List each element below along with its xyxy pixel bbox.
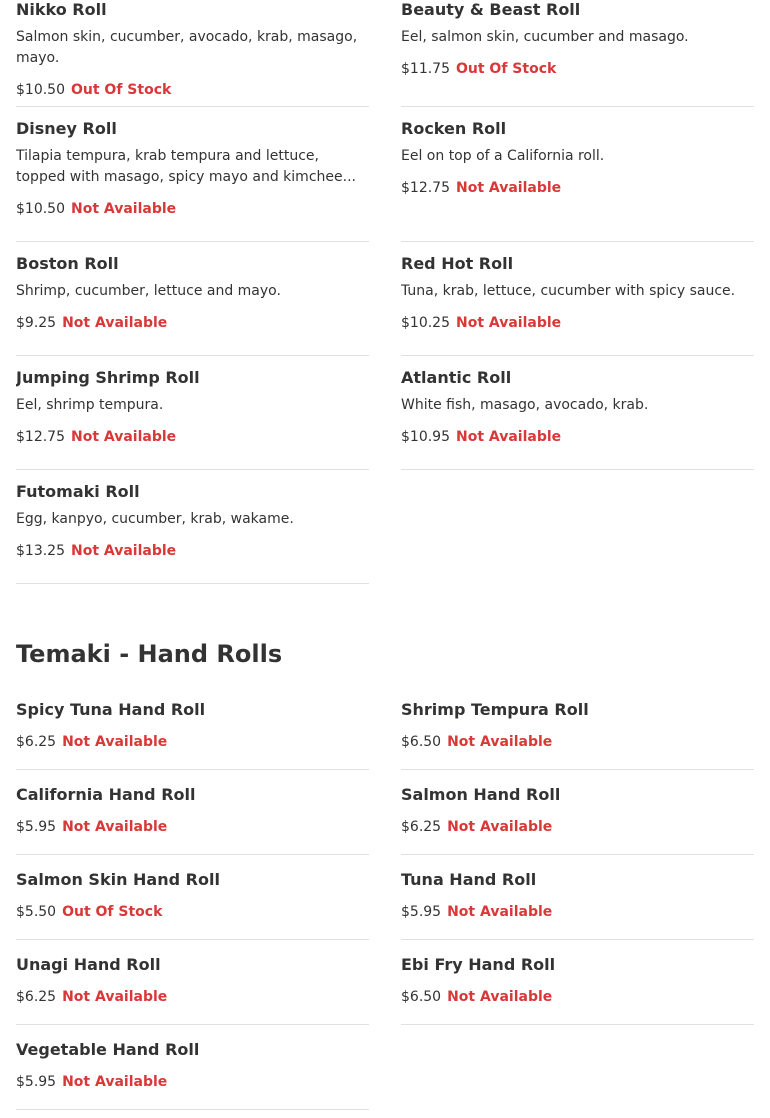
item-description: Shrimp, cucumber, lettuce and mayo. [16, 283, 281, 299]
availability-status: Not Available [456, 429, 562, 445]
availability-status: Not Available [62, 1074, 168, 1090]
availability-status: Out Of Stock [456, 61, 557, 77]
item-name: Rocken Roll [401, 119, 507, 138]
item-name: Tuna Hand Roll [401, 870, 537, 889]
item-price: $12.75 [401, 180, 450, 196]
item-name: Salmon Hand Roll [401, 785, 561, 804]
item-name: Ebi Fry Hand Roll [401, 955, 556, 974]
item-name: Unagi Hand Roll [16, 955, 161, 974]
item-price: $6.25 [16, 734, 57, 750]
availability-status: Out Of Stock [71, 82, 172, 98]
item-description: Eel on top of a California roll. [401, 148, 605, 164]
rolls-grid [16, 0, 754, 584]
item-price: $10.95 [401, 429, 450, 445]
availability-status: Not Available [71, 543, 177, 559]
menu-item[interactable] [16, 770, 369, 855]
item-name: Beauty & Beast Roll [401, 0, 581, 19]
price-row [16, 1073, 369, 1091]
menu-item[interactable] [16, 855, 369, 940]
item-description: Tuna, krab, lettuce, cucumber with spicy sauce. [401, 283, 736, 299]
item-name: Salmon Skin Hand Roll [16, 870, 220, 889]
item-price: $12.75 [16, 429, 65, 445]
price-row [401, 179, 754, 197]
item-price: $6.25 [16, 989, 57, 1005]
price-row [16, 903, 369, 921]
item-price: $5.50 [16, 904, 57, 920]
item-description: Tilapia tempura, krab tempura and lettuce, topped with masago, spicy mayo and kimchee... [16, 148, 356, 185]
availability-status: Not Available [447, 734, 553, 750]
price-row [16, 428, 369, 446]
hand-rolls-grid [16, 700, 754, 1110]
availability-status: Out Of Stock [62, 904, 163, 920]
price-row [401, 903, 754, 921]
availability-status: Not Available [62, 819, 168, 835]
menu-item[interactable] [16, 0, 369, 107]
menu-item[interactable] [16, 940, 369, 1025]
item-price: $6.50 [401, 734, 442, 750]
menu-item[interactable] [16, 1025, 369, 1110]
item-name: California Hand Roll [16, 785, 196, 804]
price-row [401, 428, 754, 446]
menu-item[interactable] [16, 242, 369, 356]
item-price: $6.25 [401, 819, 442, 835]
item-description: White fish, masago, avocado, krab. [401, 397, 649, 413]
price-row [401, 60, 754, 78]
menu-item[interactable] [16, 107, 369, 242]
item-price: $5.95 [16, 819, 57, 835]
item-name: Atlantic Roll [401, 368, 512, 387]
price-row [16, 81, 369, 99]
availability-status: Not Available [62, 734, 168, 750]
item-name: Futomaki Roll [16, 482, 140, 501]
price-row [401, 314, 754, 332]
price-row [16, 542, 369, 560]
availability-status: Not Available [456, 315, 562, 331]
price-row [16, 988, 369, 1006]
price-row [401, 733, 754, 751]
price-row [401, 988, 754, 1006]
item-price: $5.95 [16, 1074, 57, 1090]
item-price: $13.25 [16, 543, 65, 559]
availability-status: Not Available [71, 429, 177, 445]
menu-item[interactable] [16, 356, 369, 470]
price-row [401, 818, 754, 836]
price-row [16, 200, 369, 218]
price-row [16, 733, 369, 751]
item-price: $6.50 [401, 989, 442, 1005]
section-title: Temaki - Hand Rolls [16, 640, 283, 668]
item-name: Boston Roll [16, 254, 119, 273]
availability-status: Not Available [62, 315, 168, 331]
availability-status: Not Available [447, 989, 553, 1005]
item-name: Jumping Shrimp Roll [16, 368, 200, 387]
menu-item[interactable] [16, 470, 369, 584]
menu-item[interactable] [401, 940, 754, 1025]
item-price: $10.50 [16, 201, 65, 217]
menu-item[interactable] [401, 242, 754, 356]
empty-grid-cell [401, 1025, 754, 1110]
item-name: Vegetable Hand Roll [16, 1040, 200, 1059]
item-description: Salmon skin, cucumber, avocado, krab, masago, mayo. [16, 29, 358, 66]
item-name: Shrimp Tempura Roll [401, 700, 589, 719]
item-name: Red Hot Roll [401, 254, 514, 273]
item-price: $9.25 [16, 315, 57, 331]
availability-status: Not Available [456, 180, 562, 196]
item-price: $5.95 [401, 904, 442, 920]
menu-item[interactable] [401, 356, 754, 470]
menu-item[interactable] [16, 700, 369, 770]
availability-status: Not Available [62, 989, 168, 1005]
item-name: Disney Roll [16, 119, 117, 138]
item-name: Nikko Roll [16, 0, 107, 19]
item-name: Spicy Tuna Hand Roll [16, 700, 206, 719]
menu-item[interactable] [401, 0, 754, 107]
price-row [16, 314, 369, 332]
item-description: Eel, shrimp tempura. [16, 397, 164, 413]
item-description: Egg, kanpyo, cucumber, krab, wakame. [16, 511, 294, 527]
menu-item[interactable] [401, 855, 754, 940]
item-description: Eel, salmon skin, cucumber and masago. [401, 29, 689, 45]
menu-item[interactable] [401, 700, 754, 770]
item-price: $10.50 [16, 82, 65, 98]
item-price: $11.75 [401, 61, 450, 77]
availability-status: Not Available [447, 904, 553, 920]
availability-status: Not Available [71, 201, 177, 217]
item-price: $10.25 [401, 315, 450, 331]
menu-item[interactable] [401, 107, 754, 242]
availability-status: Not Available [447, 819, 553, 835]
price-row [16, 818, 369, 836]
empty-grid-cell [401, 470, 754, 584]
menu-item[interactable] [401, 770, 754, 855]
